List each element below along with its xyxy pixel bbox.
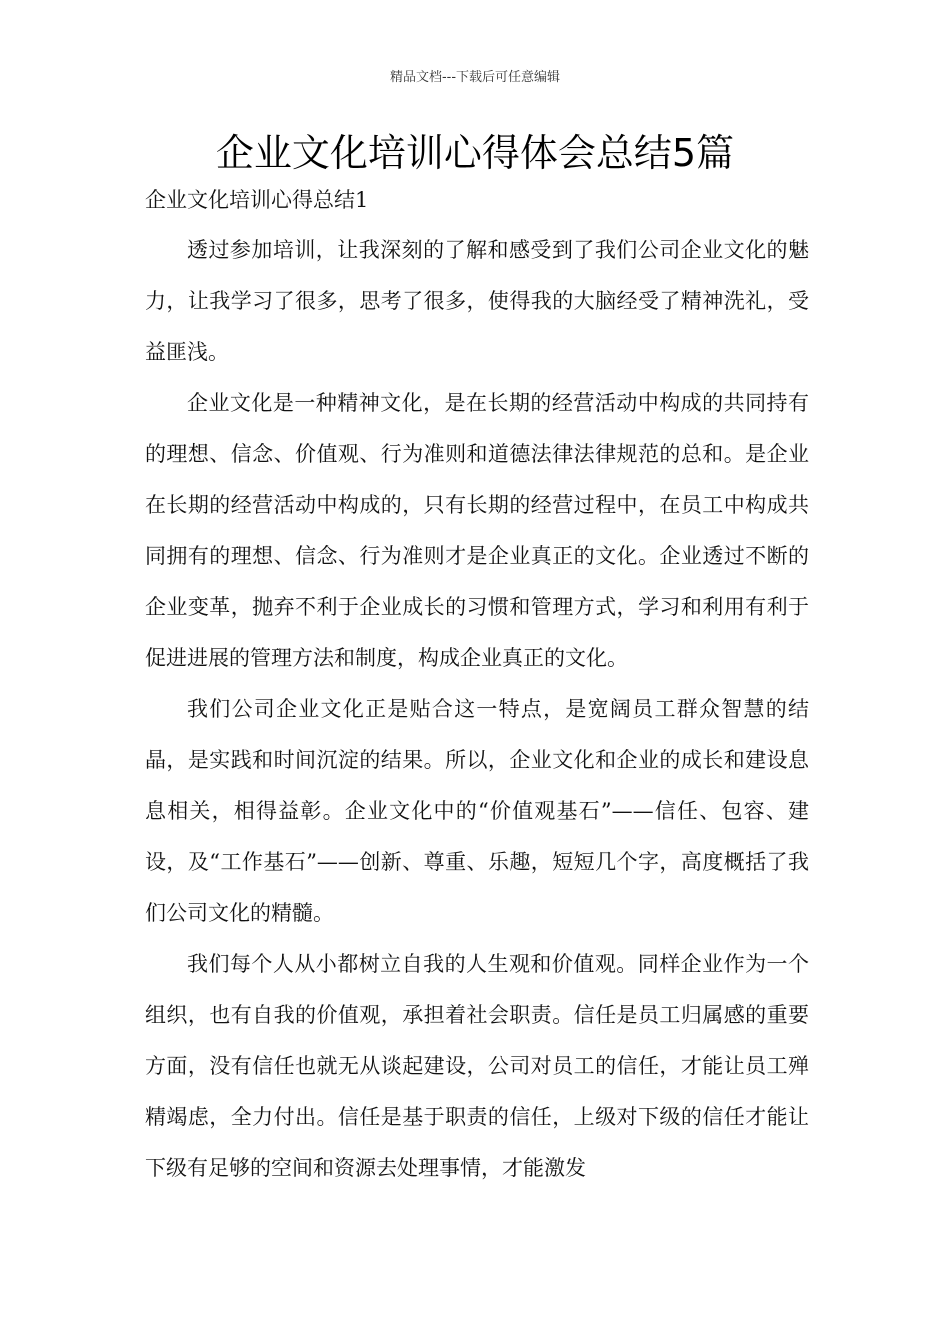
page-header: 精品文档---下载后可任意编辑: [389, 70, 561, 85]
paragraph: 企业文化是一种精神文化，是在长期的经营活动中构成的共同持有的理想、信念、价值观、行为准则和道德法律法律规范的总和。是企业在长期的经营活动中构成的，只有长期的经营过程中，在员工中构成共同拥有的理想、信念、行为准则才是企业真正的文化。企业透过不断的企业变革，抛弃不利于企业成长的习惯和管理方式，学习和利用有利于促进进展的管理方法和制度，构成企业真正的文化。: [145, 391, 809, 670]
document-title: 企业文化培训心得体会总结5篇: [215, 131, 735, 175]
paragraph: 我们每个人从小都树立自我的人生观和价值观。同样企业作为一个组织，也有自我的价值观，承担着社会职责。信任是员工归属感的重要方面，没有信任也就无从谈起建设，公司对员工的信任，才能让员工殚精竭虑，全力付出。信任是基于职责的信任，上级对下级的信任才能让下级有足够的空间和资源去处理事情，才能激发: [145, 952, 809, 1180]
paragraph: 透过参加培训，让我深刻的了解和感受到了我们公司企业文化的魅力，让我学习了很多，思考了很多，使得我的大脑经受了精神洗礼，受益匪浅。: [145, 238, 809, 364]
paragraph: 我们公司企业文化正是贴合这一特点，是宽阔员工群众智慧的结晶，是实践和时间沉淀的结果。所以，企业文化和企业的成长和建设息息相关，相得益彰。企业文化中的“价值观基石”——信任、包容、建设，及“工作基石”——创新、尊重、乐趣，短短几个字，高度概括了我们公司文化的精髓。: [145, 697, 809, 925]
document-body: [145, 225, 809, 1194]
section-subtitle: 企业文化培训心得总结1: [145, 188, 369, 212]
